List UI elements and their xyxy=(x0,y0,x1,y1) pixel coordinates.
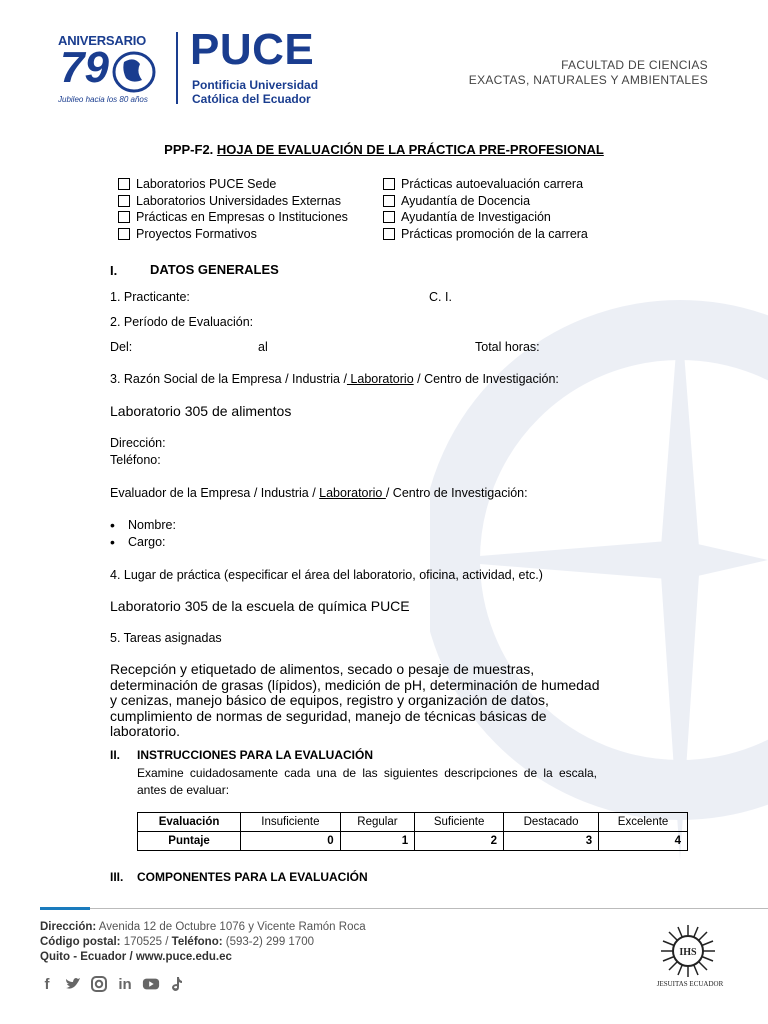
table-cell: 4 xyxy=(599,832,688,851)
razon-social-label: 3. Razón Social de la Empresa / Industria / Laboratorio / Centro de Investigación: xyxy=(110,372,559,386)
nombre-label: • Nombre: xyxy=(128,518,176,532)
university-name-line2: Católica del Ecuador xyxy=(192,92,311,106)
jesuitas-emblem-icon xyxy=(658,924,718,978)
faculty-line2: EXACTAS, NATURALES Y AMBIENTALES xyxy=(468,73,708,87)
table-cell: Destacado xyxy=(504,813,599,832)
periodo-label: 2. Período de Evaluación: xyxy=(110,315,254,329)
footer-city-web: Quito - Ecuador / www.puce.edu.ec xyxy=(40,951,232,963)
faculty-line1: FACULTAD DE CIENCIAS xyxy=(561,58,708,72)
section1-title: DATOS GENERALES xyxy=(150,262,279,277)
globe-icon xyxy=(110,50,158,94)
anniversary-subtitle: Jubileo hacia los 80 años xyxy=(58,95,148,104)
checkbox-label: Prácticas promoción de la carrera xyxy=(401,226,588,241)
checkbox-label: Ayudantía de Investigación xyxy=(401,210,551,225)
tareas-value: Recepción y etiquetado de alimentos, secado o pesaje de muestras, determinación de grasas (lípidos), medición de pH, determinación de humedad y cenizas, manejo básico de equipos, registro y organización de datos, cumplimiento de normas de seguridad, manejo de técnicas básicas de laboratorio. xyxy=(110,661,600,739)
table-header-cell: Puntaje xyxy=(138,832,241,851)
checkbox-label: Ayudantía de Docencia xyxy=(401,193,531,208)
evaluador-label: Evaluador de la Empresa / Industria / Laboratorio / Centro de Investigación: xyxy=(110,486,528,500)
total-horas-label: Total horas: xyxy=(475,340,540,354)
practicante-label: 1. Practicante: xyxy=(110,290,190,304)
twitter-icon[interactable] xyxy=(64,975,82,993)
checkbox-item[interactable] xyxy=(383,209,588,226)
svg-text:IHS: IHS xyxy=(679,947,697,958)
table-row xyxy=(138,832,688,851)
checkbox-label: Prácticas autoevaluación carrera xyxy=(401,177,584,192)
table-cell: 0 xyxy=(241,832,341,851)
checkbox[interactable] xyxy=(118,228,130,240)
university-acronym: PUCE xyxy=(190,25,315,74)
document-code: PPP-F2. xyxy=(164,142,214,157)
section2-numeral: II. xyxy=(110,748,121,762)
footer-postal: Código postal: 170525 / Teléfono: (593-2) 299 1700 xyxy=(40,936,314,948)
direccion-label: Dirección: xyxy=(110,436,166,450)
document-title-text: HOJA DE EVALUACIÓN DE LA PRÁCTICA PRE-PROFESIONAL xyxy=(216,142,604,157)
laboratorio-link: Laboratorio xyxy=(319,486,386,500)
checkbox[interactable] xyxy=(118,211,130,223)
section3-title: COMPONENTES PARA LA EVALUACIÓN xyxy=(137,870,368,884)
lugar-value: Laboratorio 305 de la escuela de química PUCE xyxy=(110,598,410,614)
del-label: Del: xyxy=(110,340,133,354)
checkbox-item[interactable] xyxy=(118,209,348,226)
table-row xyxy=(138,813,688,832)
social-icons xyxy=(38,975,186,993)
checkbox-item[interactable] xyxy=(383,176,588,193)
checkbox-column-right xyxy=(383,176,588,242)
table-cell: Excelente xyxy=(599,813,688,832)
evaluation-scale-table xyxy=(137,812,688,851)
checkbox[interactable] xyxy=(118,178,130,190)
section2-instructions: Examine cuidadosamente cada una de las siguientes descripciones de la escala, antes de evaluar: xyxy=(137,766,597,797)
checkbox-item[interactable] xyxy=(118,193,348,210)
youtube-icon[interactable] xyxy=(142,975,160,993)
footer-accent-bar xyxy=(40,907,90,910)
checkbox-item[interactable] xyxy=(118,226,348,243)
table-cell: 1 xyxy=(340,832,415,851)
table-cell: Insuficiente xyxy=(241,813,341,832)
jesuitas-label: JESUITAS ECUADOR xyxy=(656,980,724,988)
telefono-label: Teléfono: xyxy=(110,453,161,467)
footer-address: Dirección: Avenida 12 de Octubre 1076 y Vicente Ramón Roca xyxy=(40,921,366,933)
table-cell: 3 xyxy=(504,832,599,851)
table-cell: Regular xyxy=(340,813,415,832)
checkbox[interactable] xyxy=(118,195,130,207)
section3-numeral: III. xyxy=(110,870,124,884)
table-header-cell: Evaluación xyxy=(138,813,241,832)
checkbox-label: Laboratorios Universidades Externas xyxy=(136,193,341,208)
checkbox[interactable] xyxy=(383,178,395,190)
checkbox-label: Prácticas en Empresas o Instituciones xyxy=(136,210,348,225)
al-label: al xyxy=(258,340,268,354)
university-name-line1: Pontificia Universidad xyxy=(192,78,319,92)
table-cell: Suficiente xyxy=(415,813,504,832)
checkbox[interactable] xyxy=(383,228,395,240)
logo-divider xyxy=(176,32,178,104)
anniversary-title: ANIVERSARIO xyxy=(58,33,147,48)
checkbox-label: Proyectos Formativos xyxy=(136,226,257,241)
checkbox-label: Laboratorios PUCE Sede xyxy=(136,177,277,192)
tiktok-icon[interactable] xyxy=(168,975,186,993)
document-title xyxy=(0,142,768,157)
section2-title: INSTRUCCIONES PARA LA EVALUACIÓN xyxy=(137,748,374,762)
checkbox-item[interactable] xyxy=(383,226,588,243)
checkbox[interactable] xyxy=(383,211,395,223)
checkbox-item[interactable] xyxy=(118,176,348,193)
checkbox-item[interactable] xyxy=(383,193,588,210)
instagram-icon[interactable] xyxy=(90,975,108,993)
lugar-label: 4. Lugar de práctica (especificar el área del laboratorio, oficina, actividad, etc.) xyxy=(110,568,543,582)
anniversary-number: 79 xyxy=(60,43,109,92)
footer-divider xyxy=(90,908,768,909)
linkedin-icon[interactable]: in xyxy=(118,975,132,993)
checkbox[interactable] xyxy=(383,195,395,207)
razon-social-value: Laboratorio 305 de alimentos xyxy=(110,403,292,419)
checkbox-column-left xyxy=(118,176,348,242)
laboratorio-link: Laboratorio xyxy=(346,372,414,386)
facebook-icon[interactable]: f xyxy=(44,975,50,993)
cargo-label: • Cargo: xyxy=(128,535,166,549)
section1-numeral: I. xyxy=(110,263,118,278)
tareas-label: 5. Tareas asignadas xyxy=(110,631,222,645)
table-cell: 2 xyxy=(415,832,504,851)
ci-label: C. I. xyxy=(429,290,452,304)
